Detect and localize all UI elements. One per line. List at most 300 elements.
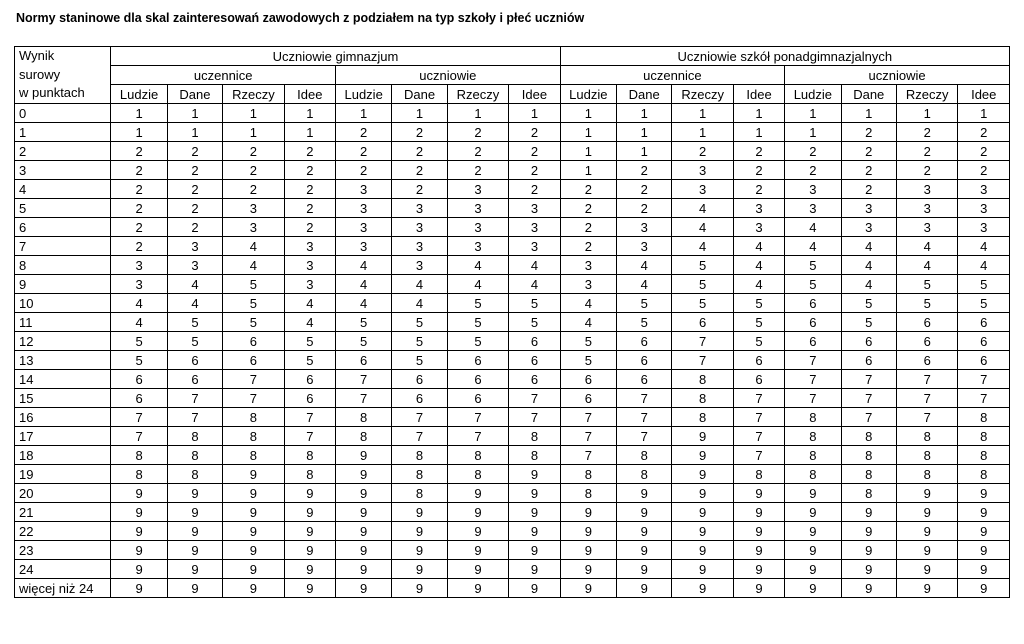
scale-header: Ludzie xyxy=(335,85,391,104)
document-title: Normy staninowe dla skal zainteresowań zawodowych z podziałem na typ szkoły i płeć uczniów xyxy=(16,11,585,25)
gender-header: uczniowie xyxy=(785,66,1010,85)
table-row xyxy=(15,484,1010,503)
stanine-cell: 3 xyxy=(672,161,734,180)
stanine-cell: 7 xyxy=(335,389,391,408)
stanine-cell: 3 xyxy=(896,199,958,218)
raw-score-cell: 4 xyxy=(15,180,111,199)
stanine-cell: 6 xyxy=(841,351,896,370)
stanine-cell: 2 xyxy=(617,161,672,180)
stanine-cell: 7 xyxy=(560,446,616,465)
stanine-cell: 9 xyxy=(509,579,560,598)
stanine-cell: 2 xyxy=(167,199,222,218)
stanine-cell: 9 xyxy=(560,541,616,560)
stanine-cell: 9 xyxy=(392,503,447,522)
stanine-cell: 3 xyxy=(672,180,734,199)
stanine-cell: 9 xyxy=(509,541,560,560)
stanine-cell: 9 xyxy=(335,560,391,579)
stanine-cell: 8 xyxy=(785,446,841,465)
stanine-cell: 5 xyxy=(896,275,958,294)
raw-score-cell: 6 xyxy=(15,218,111,237)
stanine-cell: 9 xyxy=(392,579,447,598)
stanine-cell: 7 xyxy=(447,427,509,446)
raw-score-cell: 9 xyxy=(15,275,111,294)
stanine-cell: 1 xyxy=(509,104,560,123)
stanine-cell: 6 xyxy=(392,389,447,408)
stanine-cell: 5 xyxy=(392,332,447,351)
scale-header: Dane xyxy=(392,85,447,104)
stanine-cell: 6 xyxy=(447,351,509,370)
raw-score-header-line: w punktach xyxy=(19,85,85,100)
stanine-cell: 4 xyxy=(958,237,1010,256)
stanine-cell: 8 xyxy=(958,427,1010,446)
stanine-cell: 1 xyxy=(167,104,222,123)
stanine-cell: 3 xyxy=(223,199,285,218)
stanine-cell: 6 xyxy=(896,332,958,351)
stanine-cell: 9 xyxy=(509,503,560,522)
stanine-cell: 7 xyxy=(958,389,1010,408)
stanine-cell: 1 xyxy=(841,104,896,123)
stanine-cell: 2 xyxy=(785,161,841,180)
scale-header: Idee xyxy=(509,85,560,104)
gender-header: uczniowie xyxy=(335,66,560,85)
stanine-cell: 8 xyxy=(785,408,841,427)
raw-score-cell: 2 xyxy=(15,142,111,161)
table-row xyxy=(15,579,1010,598)
stanine-cell: 3 xyxy=(841,199,896,218)
stanine-cell: 5 xyxy=(733,313,784,332)
stanine-cell: 9 xyxy=(223,503,285,522)
stanine-cell: 5 xyxy=(733,332,784,351)
stanine-cell: 9 xyxy=(167,484,222,503)
raw-score-cell: 17 xyxy=(15,427,111,446)
stanine-cell: 9 xyxy=(335,522,391,541)
stanine-cell: 7 xyxy=(841,389,896,408)
stanine-cell: 9 xyxy=(335,446,391,465)
stanine-cell: 9 xyxy=(111,522,167,541)
stanine-cell: 2 xyxy=(284,218,335,237)
stanine-cell: 2 xyxy=(958,161,1010,180)
stanine-cell: 9 xyxy=(284,522,335,541)
stanine-cell: 3 xyxy=(733,218,784,237)
stanine-cell: 2 xyxy=(509,123,560,142)
stanine-cell: 8 xyxy=(223,408,285,427)
stanine-cell: 9 xyxy=(447,579,509,598)
stanine-cell: 4 xyxy=(958,256,1010,275)
stanine-cell: 3 xyxy=(447,237,509,256)
stanine-cell: 5 xyxy=(284,351,335,370)
stanine-cell: 9 xyxy=(223,484,285,503)
stanine-cell: 7 xyxy=(672,332,734,351)
stanine-cell: 9 xyxy=(672,579,734,598)
stanine-cell: 9 xyxy=(447,541,509,560)
stanine-cell: 7 xyxy=(560,427,616,446)
stanine-cell: 2 xyxy=(841,123,896,142)
stanine-cell: 9 xyxy=(733,579,784,598)
stanine-cell: 9 xyxy=(672,465,734,484)
stanine-cell: 6 xyxy=(785,332,841,351)
stanine-cell: 8 xyxy=(167,427,222,446)
stanine-cell: 5 xyxy=(447,332,509,351)
stanine-cell: 2 xyxy=(447,142,509,161)
stanine-cell: 8 xyxy=(167,465,222,484)
stanine-cell: 3 xyxy=(167,256,222,275)
stanine-cell: 7 xyxy=(896,408,958,427)
stanine-cell: 8 xyxy=(284,465,335,484)
stanine-cell: 7 xyxy=(841,370,896,389)
stanine-cell: 7 xyxy=(733,408,784,427)
stanine-cell: 9 xyxy=(672,541,734,560)
stanine-cell: 2 xyxy=(223,161,285,180)
stanine-cell: 3 xyxy=(896,218,958,237)
stanine-cell: 8 xyxy=(509,427,560,446)
stanine-cell: 8 xyxy=(447,446,509,465)
stanine-cell: 6 xyxy=(896,351,958,370)
stanine-cell: 4 xyxy=(335,256,391,275)
stanine-cell: 5 xyxy=(560,332,616,351)
stanine-cell: 7 xyxy=(672,351,734,370)
stanine-cell: 5 xyxy=(896,294,958,313)
stanine-cell: 2 xyxy=(284,180,335,199)
stanine-cell: 6 xyxy=(958,332,1010,351)
stanine-cell: 9 xyxy=(733,484,784,503)
stanine-cell: 9 xyxy=(111,503,167,522)
stanine-cell: 9 xyxy=(509,465,560,484)
stanine-cell: 9 xyxy=(509,484,560,503)
table-row xyxy=(15,237,1010,256)
stanine-cell: 6 xyxy=(335,351,391,370)
stanine-cell: 6 xyxy=(223,351,285,370)
stanine-cell: 3 xyxy=(335,180,391,199)
stanine-cell: 7 xyxy=(335,370,391,389)
stanine-cell: 4 xyxy=(785,237,841,256)
raw-score-cell: 13 xyxy=(15,351,111,370)
raw-score-cell: więcej niż 24 xyxy=(15,579,111,598)
stanine-cell: 7 xyxy=(733,427,784,446)
scale-header: Ludzie xyxy=(560,85,616,104)
stanine-cell: 9 xyxy=(392,560,447,579)
stanine-cell: 5 xyxy=(785,275,841,294)
school-header-ponadgimnazjalne: Uczniowie szkół ponadgimnazjalnych xyxy=(560,47,1009,66)
stanine-cell: 2 xyxy=(672,142,734,161)
table-row xyxy=(15,370,1010,389)
stanine-cell: 1 xyxy=(896,104,958,123)
stanine-cell: 1 xyxy=(617,104,672,123)
stanine-cell: 7 xyxy=(733,446,784,465)
raw-score-cell: 20 xyxy=(15,484,111,503)
stanine-cell: 1 xyxy=(617,142,672,161)
stanine-cell: 9 xyxy=(896,579,958,598)
stanine-cell: 9 xyxy=(672,560,734,579)
stanine-cell: 8 xyxy=(111,465,167,484)
stanine-cell: 7 xyxy=(284,427,335,446)
stanine-cell: 8 xyxy=(785,465,841,484)
stanine-cell: 8 xyxy=(841,427,896,446)
stanine-cell: 9 xyxy=(284,541,335,560)
stanine-cell: 4 xyxy=(447,275,509,294)
stanine-cell: 2 xyxy=(335,161,391,180)
stanine-cell: 3 xyxy=(785,180,841,199)
stanine-cell: 6 xyxy=(284,370,335,389)
stanine-cell: 2 xyxy=(167,161,222,180)
stanine-cell: 9 xyxy=(167,522,222,541)
stanine-cell: 2 xyxy=(111,180,167,199)
stanine-cell: 8 xyxy=(841,446,896,465)
stanine-cell: 8 xyxy=(392,446,447,465)
stanine-cell: 4 xyxy=(896,237,958,256)
raw-score-cell: 18 xyxy=(15,446,111,465)
stanine-cell: 1 xyxy=(447,104,509,123)
stanine-cell: 4 xyxy=(672,199,734,218)
stanine-cell: 2 xyxy=(335,123,391,142)
stanine-cell: 5 xyxy=(841,294,896,313)
stanine-cell: 4 xyxy=(167,275,222,294)
stanine-cell: 2 xyxy=(509,161,560,180)
stanine-cell: 6 xyxy=(447,370,509,389)
stanine-cell: 3 xyxy=(509,237,560,256)
table-row xyxy=(15,180,1010,199)
stanine-cell: 2 xyxy=(111,218,167,237)
stanine-cell: 2 xyxy=(392,161,447,180)
stanine-cell: 5 xyxy=(617,313,672,332)
stanine-cell: 7 xyxy=(785,370,841,389)
stanine-cell: 6 xyxy=(733,370,784,389)
table-row xyxy=(15,560,1010,579)
table-row xyxy=(15,123,1010,142)
stanine-cell: 1 xyxy=(560,161,616,180)
stanine-cell: 3 xyxy=(335,199,391,218)
table-row xyxy=(15,389,1010,408)
stanine-cell: 3 xyxy=(896,180,958,199)
stanine-cell: 9 xyxy=(167,579,222,598)
stanine-cell: 9 xyxy=(560,579,616,598)
stanine-cell: 7 xyxy=(284,408,335,427)
stanine-cell: 1 xyxy=(284,123,335,142)
stanine-cell: 6 xyxy=(392,370,447,389)
stanine-cell: 2 xyxy=(896,142,958,161)
stanine-cell: 9 xyxy=(617,522,672,541)
stanine-cell: 2 xyxy=(223,180,285,199)
stanine-cell: 3 xyxy=(335,218,391,237)
stanine-cell: 2 xyxy=(896,123,958,142)
stanine-cell: 3 xyxy=(335,237,391,256)
stanine-cell: 7 xyxy=(896,370,958,389)
stanine-cell: 9 xyxy=(841,503,896,522)
stanine-cell: 6 xyxy=(841,332,896,351)
stanine-cell: 1 xyxy=(167,123,222,142)
scale-header: Ludzie xyxy=(785,85,841,104)
stanine-cell: 9 xyxy=(335,484,391,503)
stanine-cell: 5 xyxy=(672,294,734,313)
raw-score-cell: 1 xyxy=(15,123,111,142)
stanine-cell: 2 xyxy=(560,218,616,237)
stanine-cell: 9 xyxy=(560,503,616,522)
table-row xyxy=(15,522,1010,541)
stanine-cell: 2 xyxy=(733,161,784,180)
raw-score-cell: 12 xyxy=(15,332,111,351)
stanine-cell: 3 xyxy=(167,237,222,256)
table-row xyxy=(15,142,1010,161)
stanine-cell: 8 xyxy=(392,484,447,503)
stanine-cell: 9 xyxy=(733,541,784,560)
stanine-cell: 4 xyxy=(560,294,616,313)
stanine-cell: 9 xyxy=(335,541,391,560)
stanine-cell: 7 xyxy=(447,408,509,427)
stanine-cell: 5 xyxy=(284,332,335,351)
stanine-cell: 9 xyxy=(284,484,335,503)
stanine-cell: 6 xyxy=(958,351,1010,370)
stanine-cell: 3 xyxy=(223,218,285,237)
stanine-cell: 7 xyxy=(223,370,285,389)
stanine-cell: 2 xyxy=(560,199,616,218)
stanine-cell: 3 xyxy=(841,218,896,237)
stanine-cell: 7 xyxy=(617,408,672,427)
stanine-cell: 5 xyxy=(958,294,1010,313)
stanine-cell: 5 xyxy=(447,313,509,332)
stanine-cell: 8 xyxy=(167,446,222,465)
stanine-cell: 8 xyxy=(560,484,616,503)
stanine-cell: 5 xyxy=(733,294,784,313)
stanine-cell: 8 xyxy=(841,484,896,503)
stanine-cell: 1 xyxy=(733,104,784,123)
raw-score-cell: 15 xyxy=(15,389,111,408)
stanine-cell: 1 xyxy=(560,104,616,123)
stanine-cell: 6 xyxy=(509,370,560,389)
stanine-cell: 6 xyxy=(111,389,167,408)
table-row xyxy=(15,446,1010,465)
stanine-cell: 5 xyxy=(167,313,222,332)
stanine-cell: 7 xyxy=(733,389,784,408)
stanine-cell: 4 xyxy=(733,256,784,275)
stanine-cell: 8 xyxy=(509,446,560,465)
stanine-cell: 9 xyxy=(111,579,167,598)
stanine-cell: 2 xyxy=(284,142,335,161)
gender-header: uczennice xyxy=(111,66,336,85)
stanine-cell: 7 xyxy=(958,370,1010,389)
stanine-cell: 2 xyxy=(841,142,896,161)
stanine-cell: 9 xyxy=(958,541,1010,560)
stanine-cell: 9 xyxy=(335,503,391,522)
stanine-cell: 6 xyxy=(785,313,841,332)
stanine-cell: 4 xyxy=(111,294,167,313)
stanine-cell: 9 xyxy=(785,560,841,579)
stanine-cell: 8 xyxy=(335,427,391,446)
stanine-cell: 5 xyxy=(167,332,222,351)
stanine-cell: 9 xyxy=(335,465,391,484)
raw-score-cell: 24 xyxy=(15,560,111,579)
stanine-cell: 6 xyxy=(111,370,167,389)
table-row xyxy=(15,256,1010,275)
raw-score-cell: 22 xyxy=(15,522,111,541)
stanine-cell: 1 xyxy=(335,104,391,123)
stanine-cell: 7 xyxy=(785,351,841,370)
raw-score-cell: 3 xyxy=(15,161,111,180)
stanine-cell: 4 xyxy=(785,218,841,237)
stanine-cell: 5 xyxy=(617,294,672,313)
stanine-cell: 5 xyxy=(392,351,447,370)
stanine-cell: 8 xyxy=(111,446,167,465)
stanine-cell: 3 xyxy=(509,199,560,218)
stanine-cell: 4 xyxy=(841,237,896,256)
stanine-cell: 9 xyxy=(335,579,391,598)
stanine-cell: 5 xyxy=(672,256,734,275)
table-row xyxy=(15,313,1010,332)
stanine-cell: 5 xyxy=(111,351,167,370)
stanine-cell: 1 xyxy=(958,104,1010,123)
stanine-cell: 9 xyxy=(617,579,672,598)
scale-header: Ludzie xyxy=(111,85,167,104)
stanine-cell: 4 xyxy=(223,256,285,275)
stanine-cell: 9 xyxy=(447,503,509,522)
stanine-cell: 3 xyxy=(447,180,509,199)
stanine-cell: 9 xyxy=(223,541,285,560)
stanine-cell: 5 xyxy=(392,313,447,332)
stanine-cell: 3 xyxy=(447,218,509,237)
stanine-cell: 4 xyxy=(392,275,447,294)
stanine-cell: 1 xyxy=(223,104,285,123)
stanine-cell: 4 xyxy=(672,218,734,237)
stanine-cell: 2 xyxy=(841,180,896,199)
scale-header-row xyxy=(15,85,1010,104)
stanine-cell: 7 xyxy=(617,427,672,446)
stanine-cell: 2 xyxy=(111,161,167,180)
stanine-cell: 3 xyxy=(958,199,1010,218)
stanine-cell: 2 xyxy=(617,180,672,199)
raw-score-cell: 7 xyxy=(15,237,111,256)
stanine-cell: 9 xyxy=(284,503,335,522)
stanine-cell: 7 xyxy=(617,389,672,408)
school-header-gimnazjum: Uczniowie gimnazjum xyxy=(111,47,560,66)
stanine-cell: 9 xyxy=(785,541,841,560)
table-row xyxy=(15,503,1010,522)
stanine-cell: 5 xyxy=(223,294,285,313)
stanine-cell: 9 xyxy=(785,522,841,541)
stanine-cell: 8 xyxy=(672,389,734,408)
stanine-cell: 2 xyxy=(111,199,167,218)
gender-header: uczennice xyxy=(560,66,785,85)
stanine-cell: 9 xyxy=(223,579,285,598)
stanine-cell: 6 xyxy=(223,332,285,351)
stanine-cell: 1 xyxy=(284,104,335,123)
stanine-cell: 5 xyxy=(335,313,391,332)
stanine-cell: 3 xyxy=(111,275,167,294)
stanine-cell: 8 xyxy=(335,408,391,427)
stanine-cell: 2 xyxy=(167,142,222,161)
stanine-cell: 2 xyxy=(560,237,616,256)
stanine-cell: 9 xyxy=(223,560,285,579)
stanine-cell: 3 xyxy=(392,218,447,237)
stanine-cell: 7 xyxy=(111,408,167,427)
stanine-cell: 4 xyxy=(111,313,167,332)
scale-header: Dane xyxy=(167,85,222,104)
scale-header: Idee xyxy=(958,85,1010,104)
scale-header: Dane xyxy=(841,85,896,104)
stanine-cell: 2 xyxy=(785,142,841,161)
stanine-cell: 1 xyxy=(111,104,167,123)
stanine-cell: 9 xyxy=(392,522,447,541)
stanine-cell: 8 xyxy=(284,446,335,465)
stanine-cell: 8 xyxy=(223,446,285,465)
stanine-cell: 2 xyxy=(392,180,447,199)
raw-score-cell: 10 xyxy=(15,294,111,313)
stanine-cell: 8 xyxy=(617,465,672,484)
stanine-cell: 3 xyxy=(560,275,616,294)
stanine-cell: 2 xyxy=(447,161,509,180)
scale-header: Rzeczy xyxy=(672,85,734,104)
stanine-cell: 8 xyxy=(841,465,896,484)
stanine-cell: 2 xyxy=(509,180,560,199)
stanine-cell: 2 xyxy=(958,123,1010,142)
stanine-cell: 9 xyxy=(223,522,285,541)
